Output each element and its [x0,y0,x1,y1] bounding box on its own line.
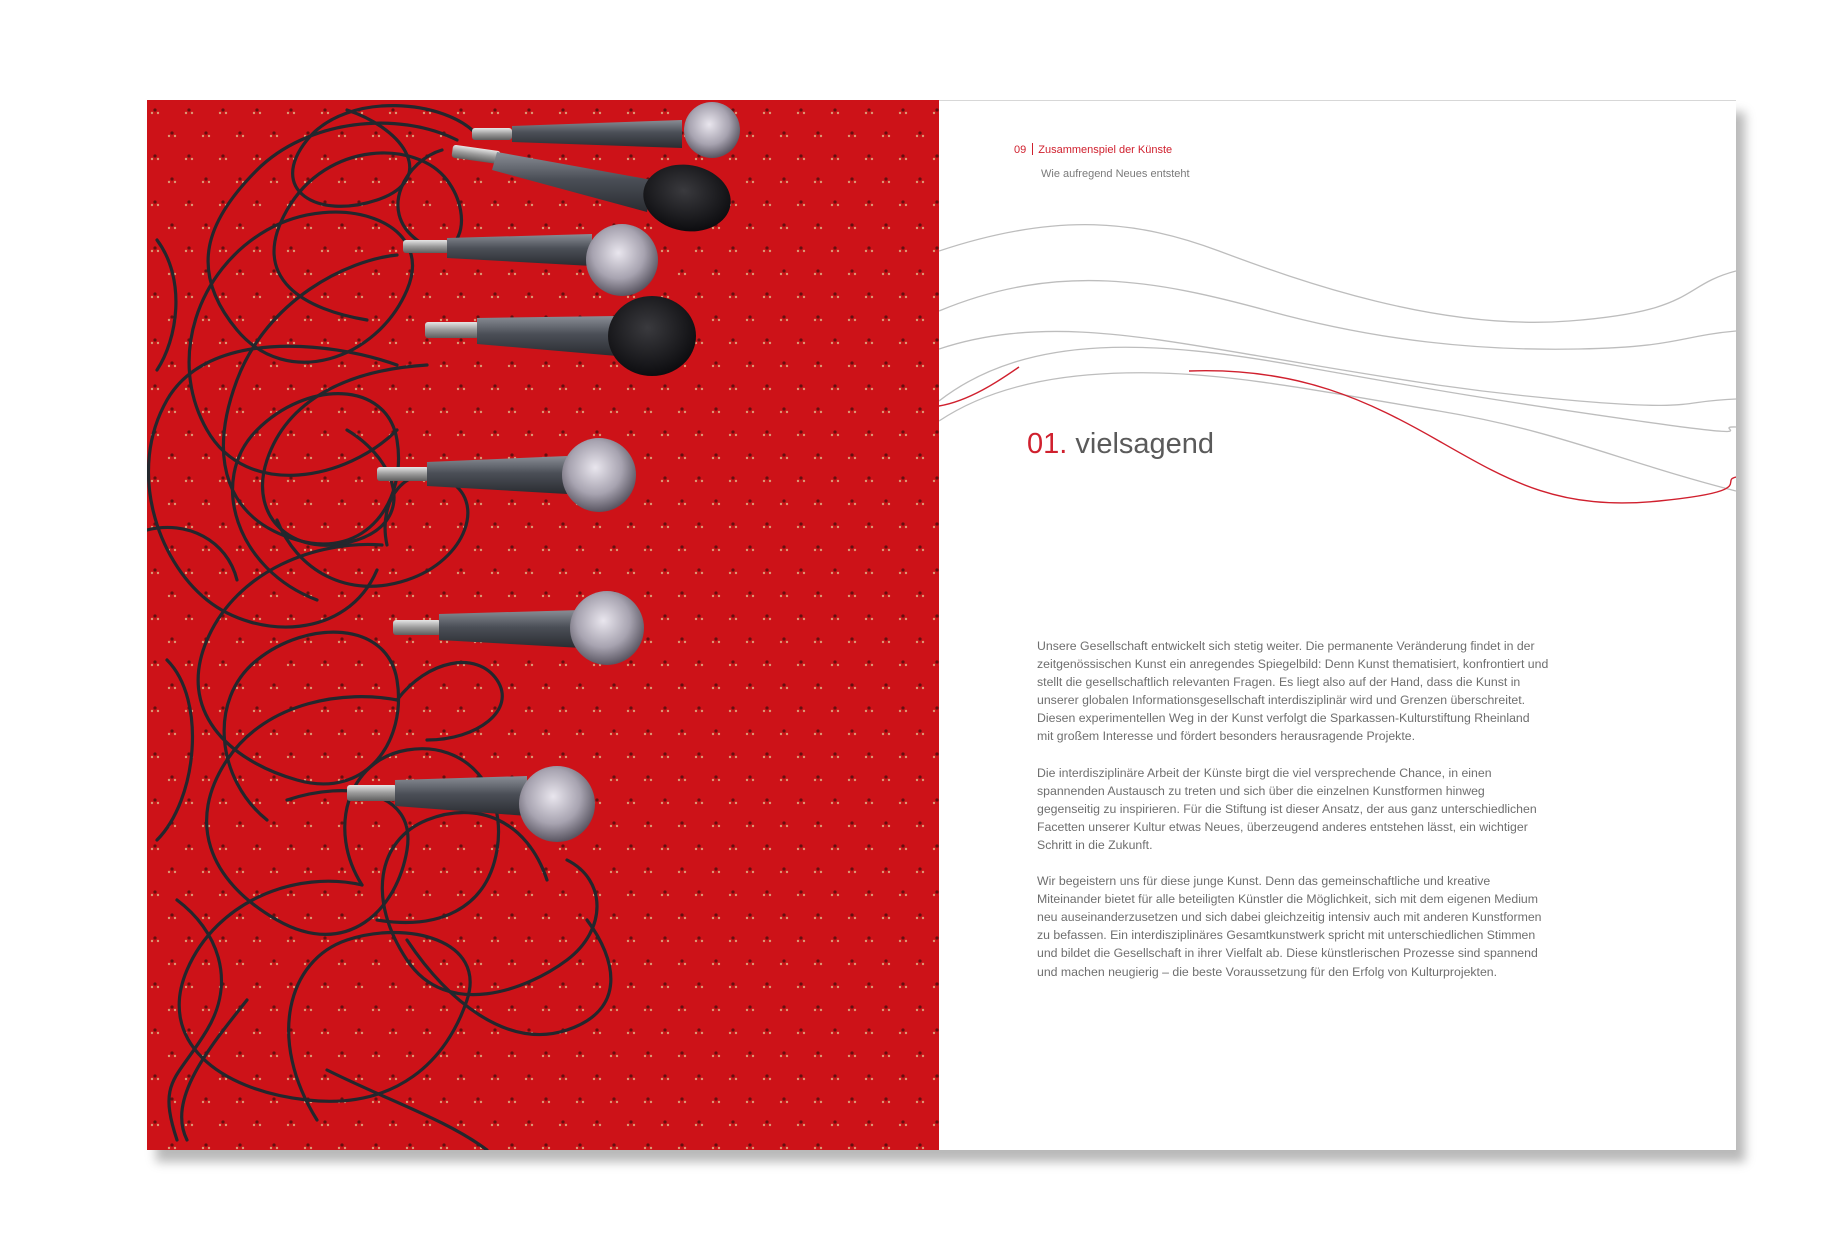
text-page [939,100,1736,1150]
photo-page [147,100,939,1150]
chapter-title: Zusammenspiel der Künste [1038,144,1173,156]
paragraph: Die interdisziplinäre Arbeit der Künste birgt die viel versprechende Chance, in einen spannenden Austausch zu treten und sich über die einzelnen Kunstformen hinweg gegenseitig zu inspirieren. Für die Stiftung ist dieser Ansatz, der aus ganz unterschiedlichen Facetten unserer Kultur etwas Neues, überzeugend anderes entstehen lässt, ein wichtiger Schritt in die Zukunft. [1037,765,1537,852]
chapter-subtitle: Wie aufregend Neues entsteht [1041,168,1190,180]
brochure-spread [147,100,1736,1150]
section-word: vielsagend [1075,428,1215,460]
separator-bar [1032,143,1033,155]
running-head [1014,143,1190,181]
paragraph: Wir begeistern uns für diese junge Kunst. Denn das gemeinschaftliche und kreative Miteinander bietet für alle beteiligten Künstler die Möglichkeit, sich mit dem eigenen Medium neu auseinanderzusetzen und sich dabei gleichzeitig intensiv auch mit anderen Kunstformen zu befassen. Ein interdisziplinäres Gesamtkunstwerk spricht mit unterschiedlichen Stimmen und bildet die Gesellschaft in ihrer Vielfalt ab. Diese künstlerischen Prozesse sind spannend und machen neugierig – die beste Voraussetzung für den Erfolg von Kulturprojekten. [1037,874,1542,979]
paragraph: Unsere Gesellschaft entwickelt sich stetig weiter. Die permanente Veränderung findet in der zeitgenössischen Kunst ein anregendes Spiegelbild: Denn Kunst thematisiert, konfrontiert und stellt die gesellschaftlich relevanten Fragen. Es liegt also auf der Hand, dass die Kunst in unserer globalen Informationsgesellschaft interdisziplinär wird und Grenzen überschreitet. Diesen experimentellen Weg in der Kunst verfolgt die Sparkassen-Kulturstiftung Rheinland mit großem Interesse und fördert besonders herausragende Projekte. [1037,639,1549,744]
body-copy [1037,637,1549,999]
section-heading [1027,427,1214,461]
page-number: 09 [1014,144,1027,156]
microphones-photo [147,100,939,1150]
section-number: 01. [1027,428,1068,460]
